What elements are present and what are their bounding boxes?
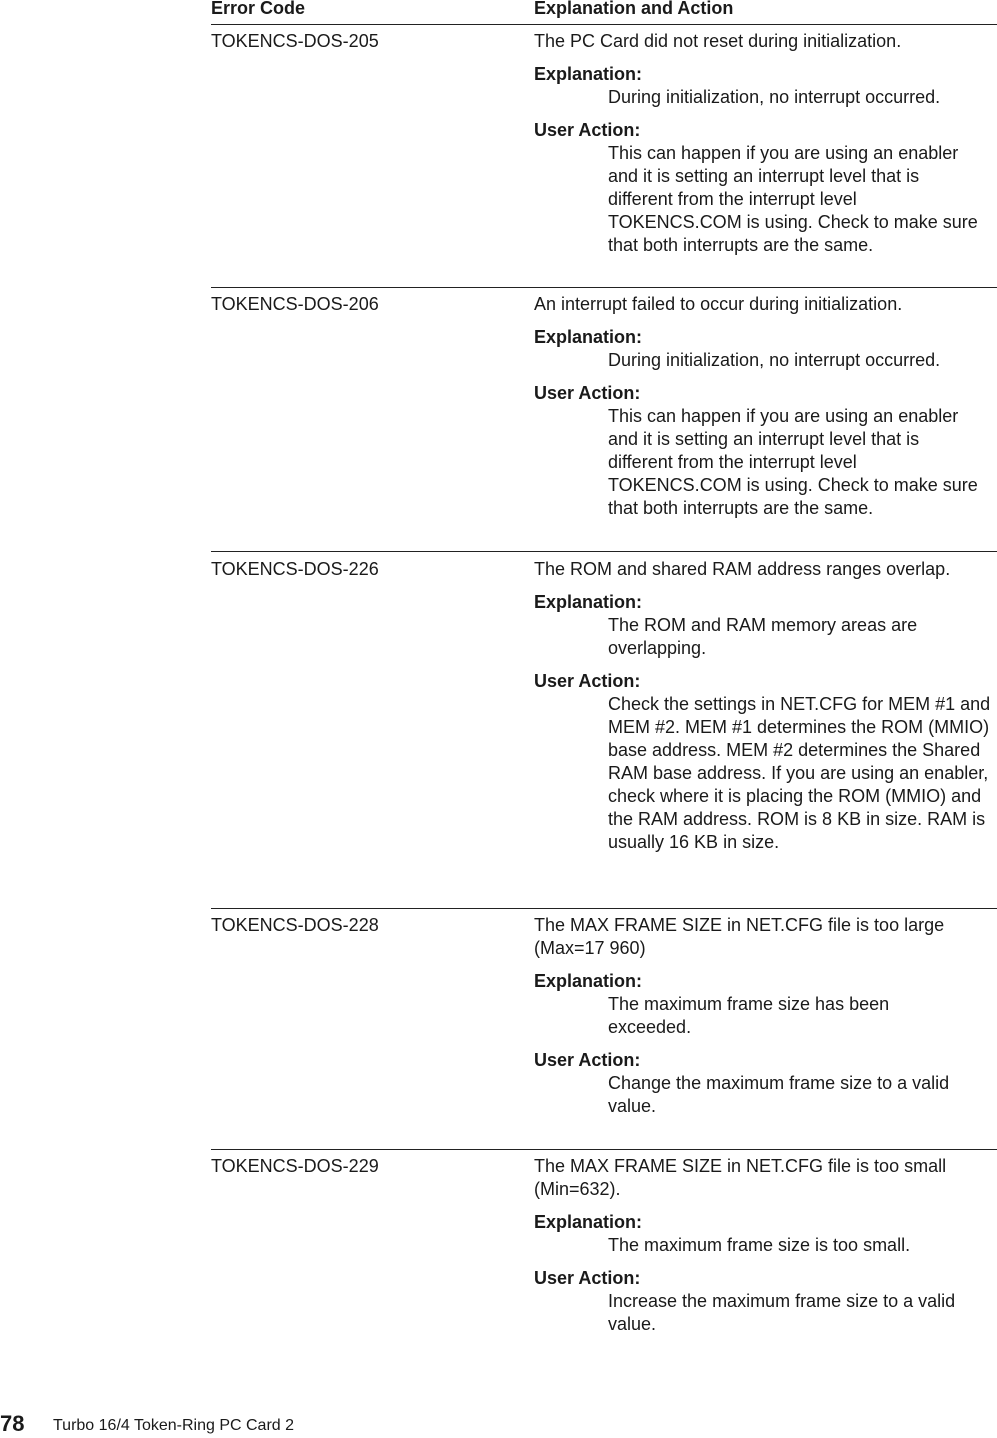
explanation-label: Explanation:	[534, 1212, 643, 1232]
user-action-label: User Action:	[534, 1050, 641, 1070]
explanation-text: During initialization, no interrupt occurred.	[608, 87, 941, 107]
error-details	[534, 558, 997, 854]
page-number: 78	[0, 1411, 25, 1436]
entry-rule	[211, 1149, 997, 1150]
error-details	[534, 293, 997, 520]
error-message: The ROM and shared RAM address ranges overlap.	[534, 559, 951, 579]
error-code: TOKENCS-DOS-206	[211, 294, 379, 314]
user-action-label: User Action:	[534, 383, 641, 403]
explanation-text: The maximum frame size is too small.	[608, 1235, 911, 1255]
entry-rule	[211, 908, 997, 909]
entry-rule	[211, 551, 997, 552]
error-code: TOKENCS-DOS-205	[211, 31, 379, 51]
explanation-text: The maximum frame size has been exceeded.	[608, 994, 890, 1037]
error-message: The MAX FRAME SIZE in NET.CFG file is too small (Min=632).	[534, 1156, 947, 1199]
explanation-label: Explanation:	[534, 971, 643, 991]
user-action-label: User Action:	[534, 1268, 641, 1288]
user-action-text: Change the maximum frame size to a valid value.	[608, 1073, 950, 1116]
entry-rule	[211, 287, 997, 288]
error-message: The PC Card did not reset during initialization.	[534, 31, 902, 51]
error-code: TOKENCS-DOS-226	[211, 559, 379, 579]
error-code: TOKENCS-DOS-228	[211, 915, 379, 935]
error-message: The MAX FRAME SIZE in NET.CFG file is too large (Max=17 960)	[534, 915, 945, 958]
error-message: An interrupt failed to occur during initialization.	[534, 294, 903, 314]
user-action-text: Increase the maximum frame size to a valid value.	[608, 1291, 956, 1334]
page-footer	[0, 1410, 997, 1438]
table-header	[0, 0, 997, 25]
user-action-label: User Action:	[534, 120, 641, 140]
book-title: Turbo 16/4 Token-Ring PC Card 2	[53, 1417, 295, 1434]
explanation-label: Explanation:	[534, 327, 643, 347]
explanation-text: The ROM and RAM memory areas are overlapping.	[608, 615, 918, 658]
error-code: TOKENCS-DOS-229	[211, 1156, 379, 1176]
column-header-explanation: Explanation and Action	[534, 0, 734, 18]
explanation-text: During initialization, no interrupt occurred.	[608, 350, 941, 370]
error-details	[534, 30, 997, 257]
error-details	[534, 914, 997, 1118]
explanation-label: Explanation:	[534, 592, 643, 612]
user-action-label: User Action:	[534, 671, 641, 691]
user-action-text: Check the settings in NET.CFG for MEM #1 and MEM #2. MEM #1 determines the ROM (MMIO) base address. MEM #2 determines the Shared RAM base address. If you are using an enabler, check where it is placing the ROM (MMIO) and the RAM address. ROM is 8 KB in size. RAM is usually 16 KB in size.	[608, 694, 991, 852]
explanation-label: Explanation:	[534, 64, 643, 84]
header-rule	[211, 24, 997, 25]
error-details	[534, 1155, 997, 1336]
user-action-text: This can happen if you are using an enabler and it is setting an interrupt level that is different from the interrupt level TOKENCS.COM is using. Check to make sure that both interrupts are the same.	[608, 143, 978, 255]
user-action-text: This can happen if you are using an enabler and it is setting an interrupt level that is different from the interrupt level TOKENCS.COM is using. Check to make sure that both interrupts are the same.	[608, 406, 978, 518]
column-header-error-code: Error Code	[211, 0, 306, 18]
